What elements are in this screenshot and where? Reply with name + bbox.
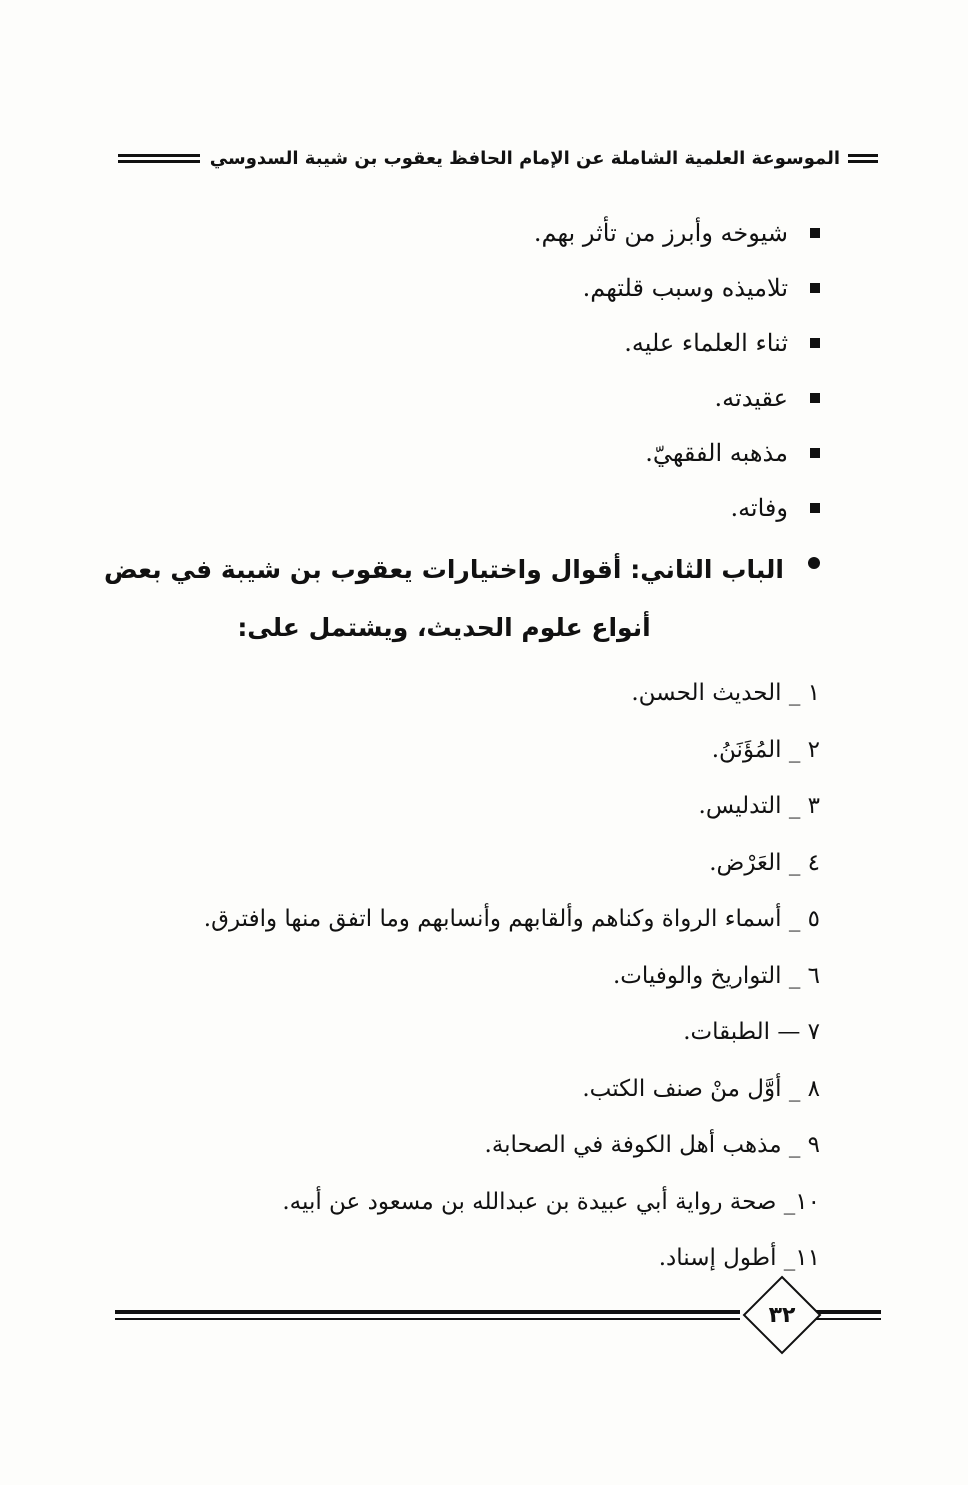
round-bullet-icon <box>808 557 820 569</box>
list-item <box>100 205 820 260</box>
page-content <box>100 205 820 1287</box>
running-header <box>118 138 878 178</box>
sub-topic-list <box>100 205 820 535</box>
list-item <box>100 260 820 315</box>
footer-rule-left <box>115 1310 740 1320</box>
list-item-text: شيوخه وأبرز من تأثر بهم. <box>533 218 788 247</box>
list-item <box>100 370 820 425</box>
list-item: ١ _ الحديث الحسن. <box>631 680 820 707</box>
square-bullet-icon <box>810 283 820 293</box>
list-item-text: وفاته. <box>730 493 788 522</box>
list-item: ٨ _ أوَّل منْ صنف الكتب. <box>582 1075 820 1102</box>
list-item-text: عقيدته. <box>714 383 788 412</box>
square-bullet-icon <box>810 338 820 348</box>
list-item: ٧ — الطبقات. <box>683 1019 820 1046</box>
list-item: ٥ _ أسماء الرواة وكناهم وألقابهم وأنسابهم وما اتفق منها وافترق. <box>203 906 820 933</box>
list-item-text: تلاميذه وسبب قلتهم. <box>582 273 788 302</box>
list-item-text: مذهبه الفقهيّ. <box>645 438 788 467</box>
square-bullet-icon <box>810 393 820 403</box>
header-title: الموسوعة العلمية الشاملة عن الإمام الحافظ يعقوب بن شيبة السدوسي <box>209 147 840 169</box>
list-item: ١١_ أطول إسناد. <box>658 1245 820 1272</box>
header-rule-left <box>118 154 200 163</box>
page-number: ٣٢ <box>768 1302 796 1328</box>
page-footer <box>115 1275 885 1355</box>
list-item <box>100 315 820 370</box>
list-item: ٢ _ المُؤَنَنُ. <box>711 736 820 763</box>
header-rule-right <box>848 154 878 163</box>
square-bullet-icon <box>810 228 820 238</box>
numbered-topic-list <box>100 665 820 1287</box>
square-bullet-icon <box>810 448 820 458</box>
list-item <box>100 480 820 535</box>
square-bullet-icon <box>810 503 820 513</box>
list-item: ١٠_ صحة رواية أبي عبيدة بن عبدالله بن مسعود عن أبيه. <box>282 1188 820 1215</box>
list-item-text: ثناء العلماء عليه. <box>624 328 788 357</box>
chapter-heading <box>100 541 820 657</box>
list-item: ٦ _ التواريخ والوفيات. <box>612 962 820 989</box>
list-item: ٤ _ العَرْض. <box>709 849 820 876</box>
list-item: ٣ _ التدليس. <box>698 793 820 820</box>
chapter-title: الباب الثاني: أقوال واختيارات يعقوب بن شيبة في بعض أنواع علوم الحديث، ويشتمل على: <box>104 555 784 642</box>
list-item: ٩ _ مذهب أهل الكوفة في الصحابة. <box>484 1132 820 1159</box>
list-item <box>100 425 820 480</box>
